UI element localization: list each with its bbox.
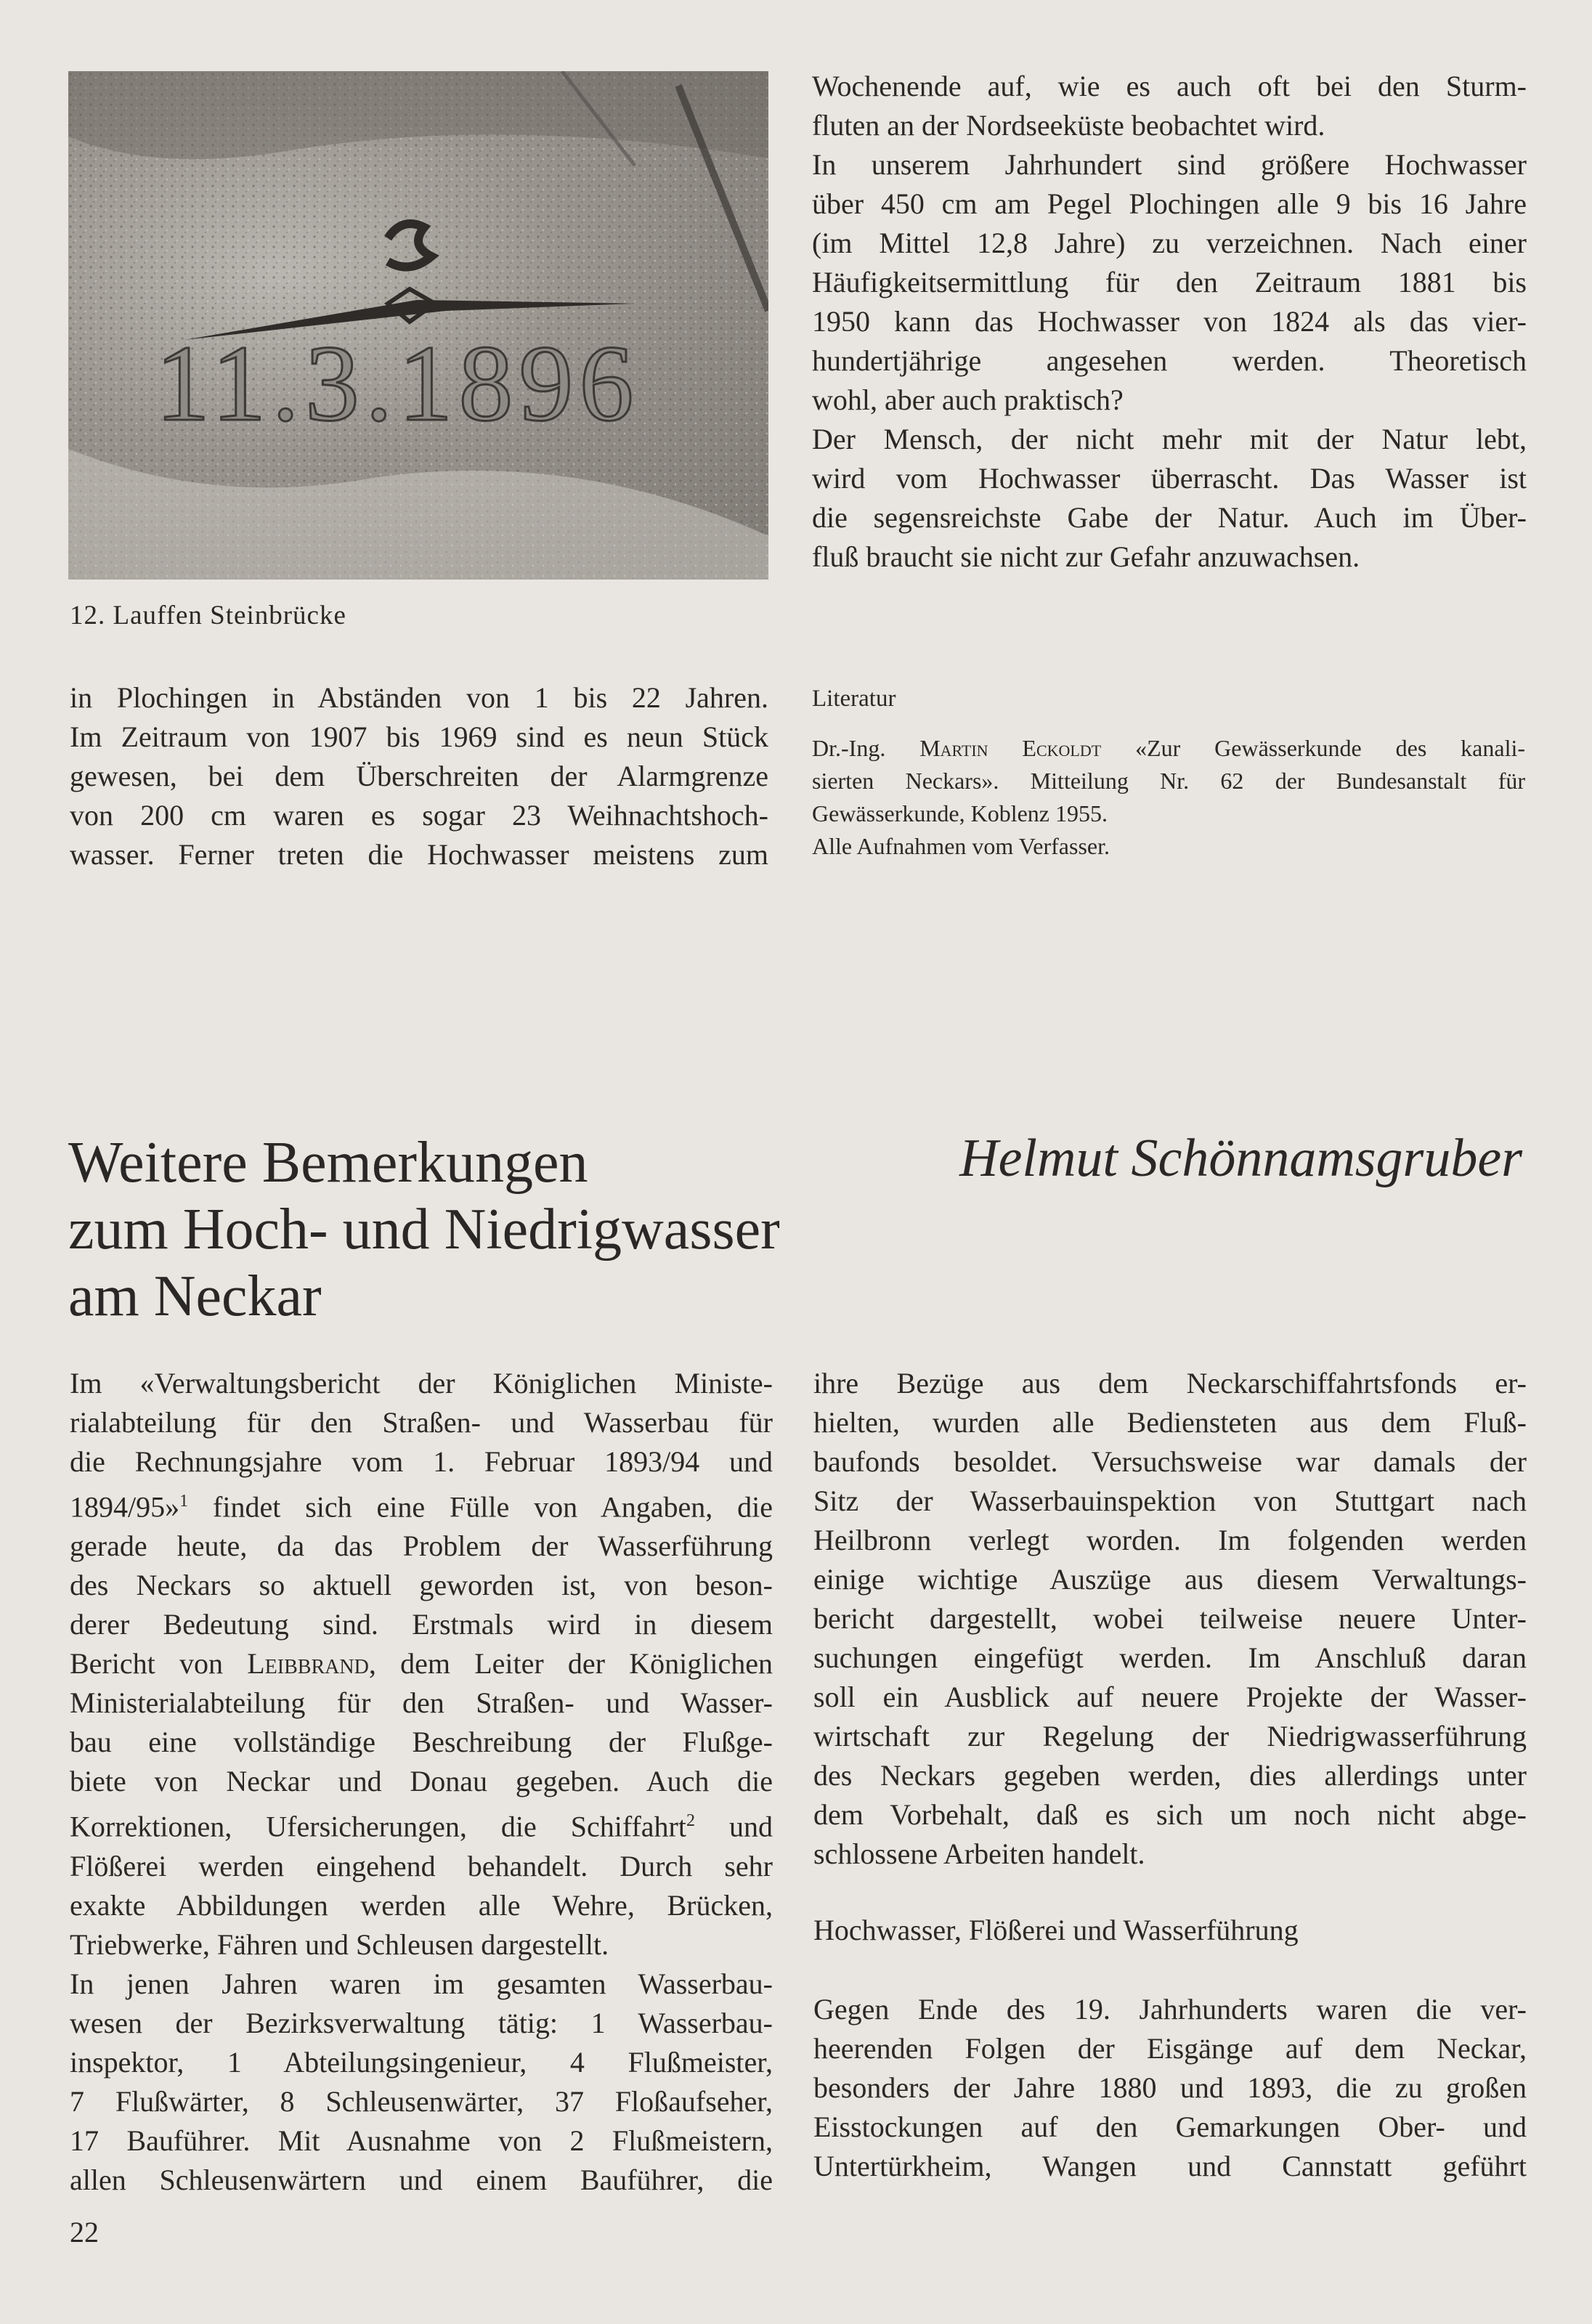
footnote-ref: 1 [179,1492,189,1511]
literature-entry-line: Dr.-Ing. Martin Eckoldt «Zur Gewässerkunde des kanali- [812,735,1526,761]
text-line: über 450 cm am Pegel Plochingen alle 9 bis 16 Jahre [812,187,1527,220]
article-right-column-continued [813,1990,1527,2186]
text-line: dem Vorbehalt, daß es sich um noch nicht abge- [813,1798,1527,1831]
text-line: gewesen, bei dem Überschreiten der Alarmgrenze [70,760,768,792]
text-line: fluten an der Nordseeküste beobachtet wird. [812,109,1325,142]
top-left-column [70,678,768,874]
literature-list [812,732,1525,863]
text-line: von 200 cm waren es sogar 23 Weihnachtshoch- [70,799,768,832]
text-line: hundertjährige angesehen werden. Theoretisch [812,344,1527,377]
text-line: wasser. Ferner treten die Hochwasser meistens zum [70,838,768,871]
text-line: die segensreichste Gabe der Natur. Auch im Über- [812,501,1527,534]
text-line: in Plochingen in Abständen von 1 bis 22 Jahren. [70,681,768,714]
text-line: baufonds besoldet. Versuchsweise war damals der [813,1445,1527,1478]
text-line: wohl, aber auch praktisch? [812,383,1124,416]
text-line: suchungen eingefügt werden. Im Anschluß daran [813,1641,1527,1674]
text-line: fluß braucht sie nicht zur Gefahr anzuwachsen. [812,540,1360,573]
inscription-text: 11.3.1896 [155,323,640,444]
text-line: wird vom Hochwasser überrascht. Das Wasser ist [812,462,1527,495]
text-line: soll ein Ausblick auf neuere Projekte der Wasser- [813,1681,1527,1713]
article-title: Weitere Bemerkungen zum Hoch- und Niedrigwasser am Neckar [68,1131,780,1328]
text-line: besonders der Jahre 1880 und 1893, die zu großen [813,2071,1527,2104]
text-line: (im Mittel 12,8 Jahre) zu verzeichnen. Nach einer [812,227,1527,259]
text-line: schlossene Arbeiten handelt. [813,1837,1145,1870]
stone-inscription-image [68,71,768,580]
text-line: heerenden Folgen der Eisgänge auf dem Neckar, [813,2032,1527,2065]
text-line: Häufigkeitsermittlung für den Zeitraum 1881 bis [812,266,1527,298]
text-line: Eisstockungen auf den Gemarkungen Ober- und [813,2110,1527,2143]
text-line: 1950 kann das Hochwasser von 1824 als das vier- [812,305,1527,338]
figure-caption: 12. Lauffen Steinbrücke [70,601,346,630]
literature-heading: Literatur [812,686,896,712]
text-line: Wochenende auf, wie es auch oft bei den Sturm- [812,70,1527,102]
text-line: ihre Bezüge aus dem Neckarschiffahrtsfonds er- [813,1367,1527,1399]
top-right-column [812,67,1527,577]
footnote-ref: 2 [686,1811,695,1831]
figure-photo [68,71,768,580]
text-line: des Neckars gegeben werden, dies allerdings unter [813,1759,1527,1792]
page-number: 22 [70,2216,99,2248]
text-line: Gegen Ende des 19. Jahrhunderts waren die ver- [813,1993,1527,2026]
text-line: In unserem Jahrhundert sind größere Hochwasser [812,148,1527,181]
article-author: Helmut Schönnamsgruber [959,1129,1522,1188]
text-line: einige wichtige Auszüge aus diesem Verwaltungs- [813,1563,1527,1596]
text-line: Heilbronn verlegt worden. Im folgenden werden [813,1524,1527,1556]
author-name: Martin Eckoldt [919,735,1102,761]
person-name: Leibbrand [247,1647,369,1681]
text-line: bericht dargestellt, wobei teilweise neuere Unter- [813,1602,1527,1635]
article-left-column: Im «Verwaltungsbericht der Königlichen Ministe- rialabteilung für den Straßen- und Wasserbau für die Rechnungsjahre vom 1. Februar 1893/94 und 1894/95»$^1$ findet sich eine Fülle von Angaben, die gerade heute, da das Problem der Wasserführung des Neckars so aktuell geworden ist, von beson- derer Bedeutung sind. Erstmals wird in diesem Bericht von Leibbrand, dem Leiter der Königlichen Ministerialabteilung für den Straßen- und Wasser- bau eine vollständige Beschreibung der Flußge- biete von Neckar und Donau gegeben. Auch die Korrektionen, Ufersicherungen, die Schiffahrt$^2$ und Flößerei werden eingehend behandelt. Durch sehr exakte Abbildungen werden alle Wehre, Brücken, Triebwerke, Fähren und Schleusen dargestellt. In jenen Jahren waren im gesamten Wasserbau- wesen der Bezirksverwaltung tätig: 1 Wasserbau- inspektor, 1 Abteilungsingenieur, 4 Flußmeister, 7 Flußwärter, 8 Schleusenwärter, 37 Floßaufseher, 17 Bauführer. Mit Ausnahme von 2 Flußmeistern, allen Schleusenwärtern und einem Bauführer, die [70,1367,773,2196]
literature-entry-line: Gewässerkunde, Koblenz 1955. [812,800,1108,826]
text-line: Der Mensch, der nicht mehr mit der Natur lebt, [812,423,1527,455]
text-line: Untertürkheim, Wangen und Cannstatt geführt [813,2150,1527,2182]
literature-note: Alle Aufnahmen vom Verfasser. [812,833,1110,859]
text-line: Im Zeitraum von 1907 bis 1969 sind es neun Stück [70,720,768,753]
section-subheading: Hochwasser, Flößerei und Wasserführung [813,1914,1299,1946]
text-line: Sitz der Wasserbauinspektion von Stuttgart nach [813,1484,1527,1517]
text-line: hielten, wurden alle Bediensteten aus dem Fluß- [813,1406,1527,1439]
literature-entry-line: sierten Neckars». Mitteilung Nr. 62 der Bundesanstalt für [812,768,1525,794]
article-right-column [813,1364,1527,1874]
text-line: wirtschaft zur Regelung der Niedrigwasserführung [813,1720,1527,1752]
